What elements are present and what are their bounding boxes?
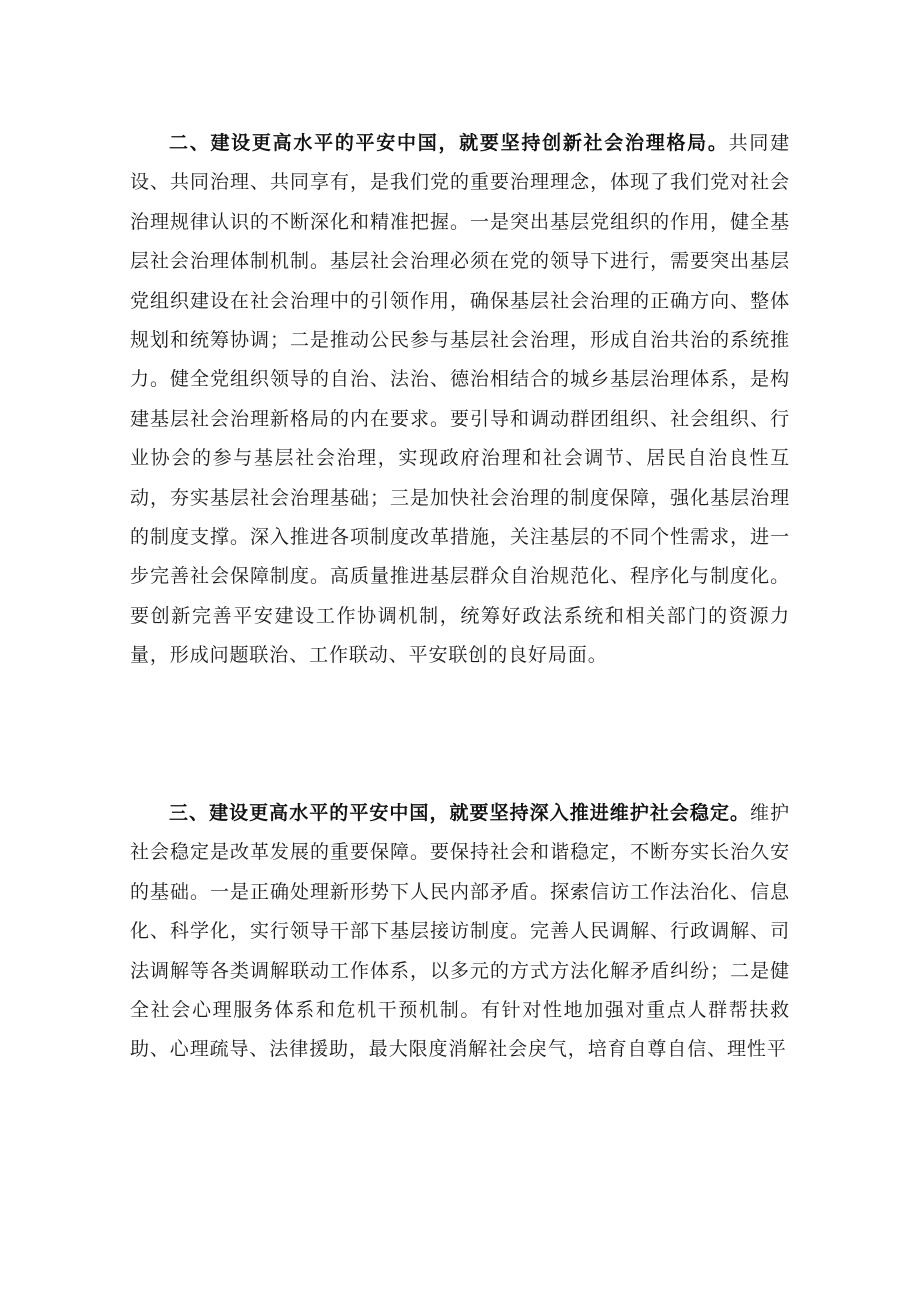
section-two-heading: 二、建设更高水平的平安中国，就要坚持创新社会治理格局。 [169,132,729,154]
paragraph-section-two [130,124,790,676]
section-three-heading: 三、建设更高水平的平安中国，就要坚持深入推进维护社会稳定。 [169,802,751,824]
paragraph-section-three [130,794,790,1070]
section-three-body: 维护社会稳定是改革发展的重要保障。要保持社会和谐稳定，不断夯实长治久安的基础。一是正确处理新形势下人民内部矛盾。探索信访工作法治化、信息化、科学化，实行领导干部下基层接访制度。完善人民调解、行政调解、司法调解等各类调解联动工作体系，以多元的方式方法化解矛盾纠纷；二是健全社会心理服务体系和危机干预机制。有针对性地加强对重点人群帮扶救助、心理疏导、法律援助，最大限度消解社会戾气，培育自尊自信、理性平 [130,802,790,1061]
section-two-body: 共同建设、共同治理、共同享有，是我们党的重要治理理念，体现了我们党对社会治理规律认识的不断深化和精准把握。一是突出基层党组织的作用，健全基层社会治理体制机制。基层社会治理必须在党的领导下进行，需要突出基层党组织建设在社会治理中的引领作用，确保基层社会治理的正确方向、整体规划和统筹协调；二是推动公民参与基层社会治理，形成自治共治的系统推力。健全党组织领导的自治、法治、德治相结合的城乡基层治理体系，是构建基层社会治理新格局的内在要求。要引导和调动群团组织、社会组织、行业协会的参与基层社会治理，实现政府治理和社会调节、居民自治良性互动，夯实基层社会治理基础；三是加快社会治理的制度保障，强化基层治理的制度支撑。深入推进各项制度改革措施，关注基层的不同个性需求，进一步完善社会保障制度。高质量推进基层群众自治规范化、程序化与制度化。要创新完善平安建设工作协调机制，统筹好政法系统和相关部门的资源力量，形成问题联治、工作联动、平安联创的良好局面。 [130,132,790,667]
